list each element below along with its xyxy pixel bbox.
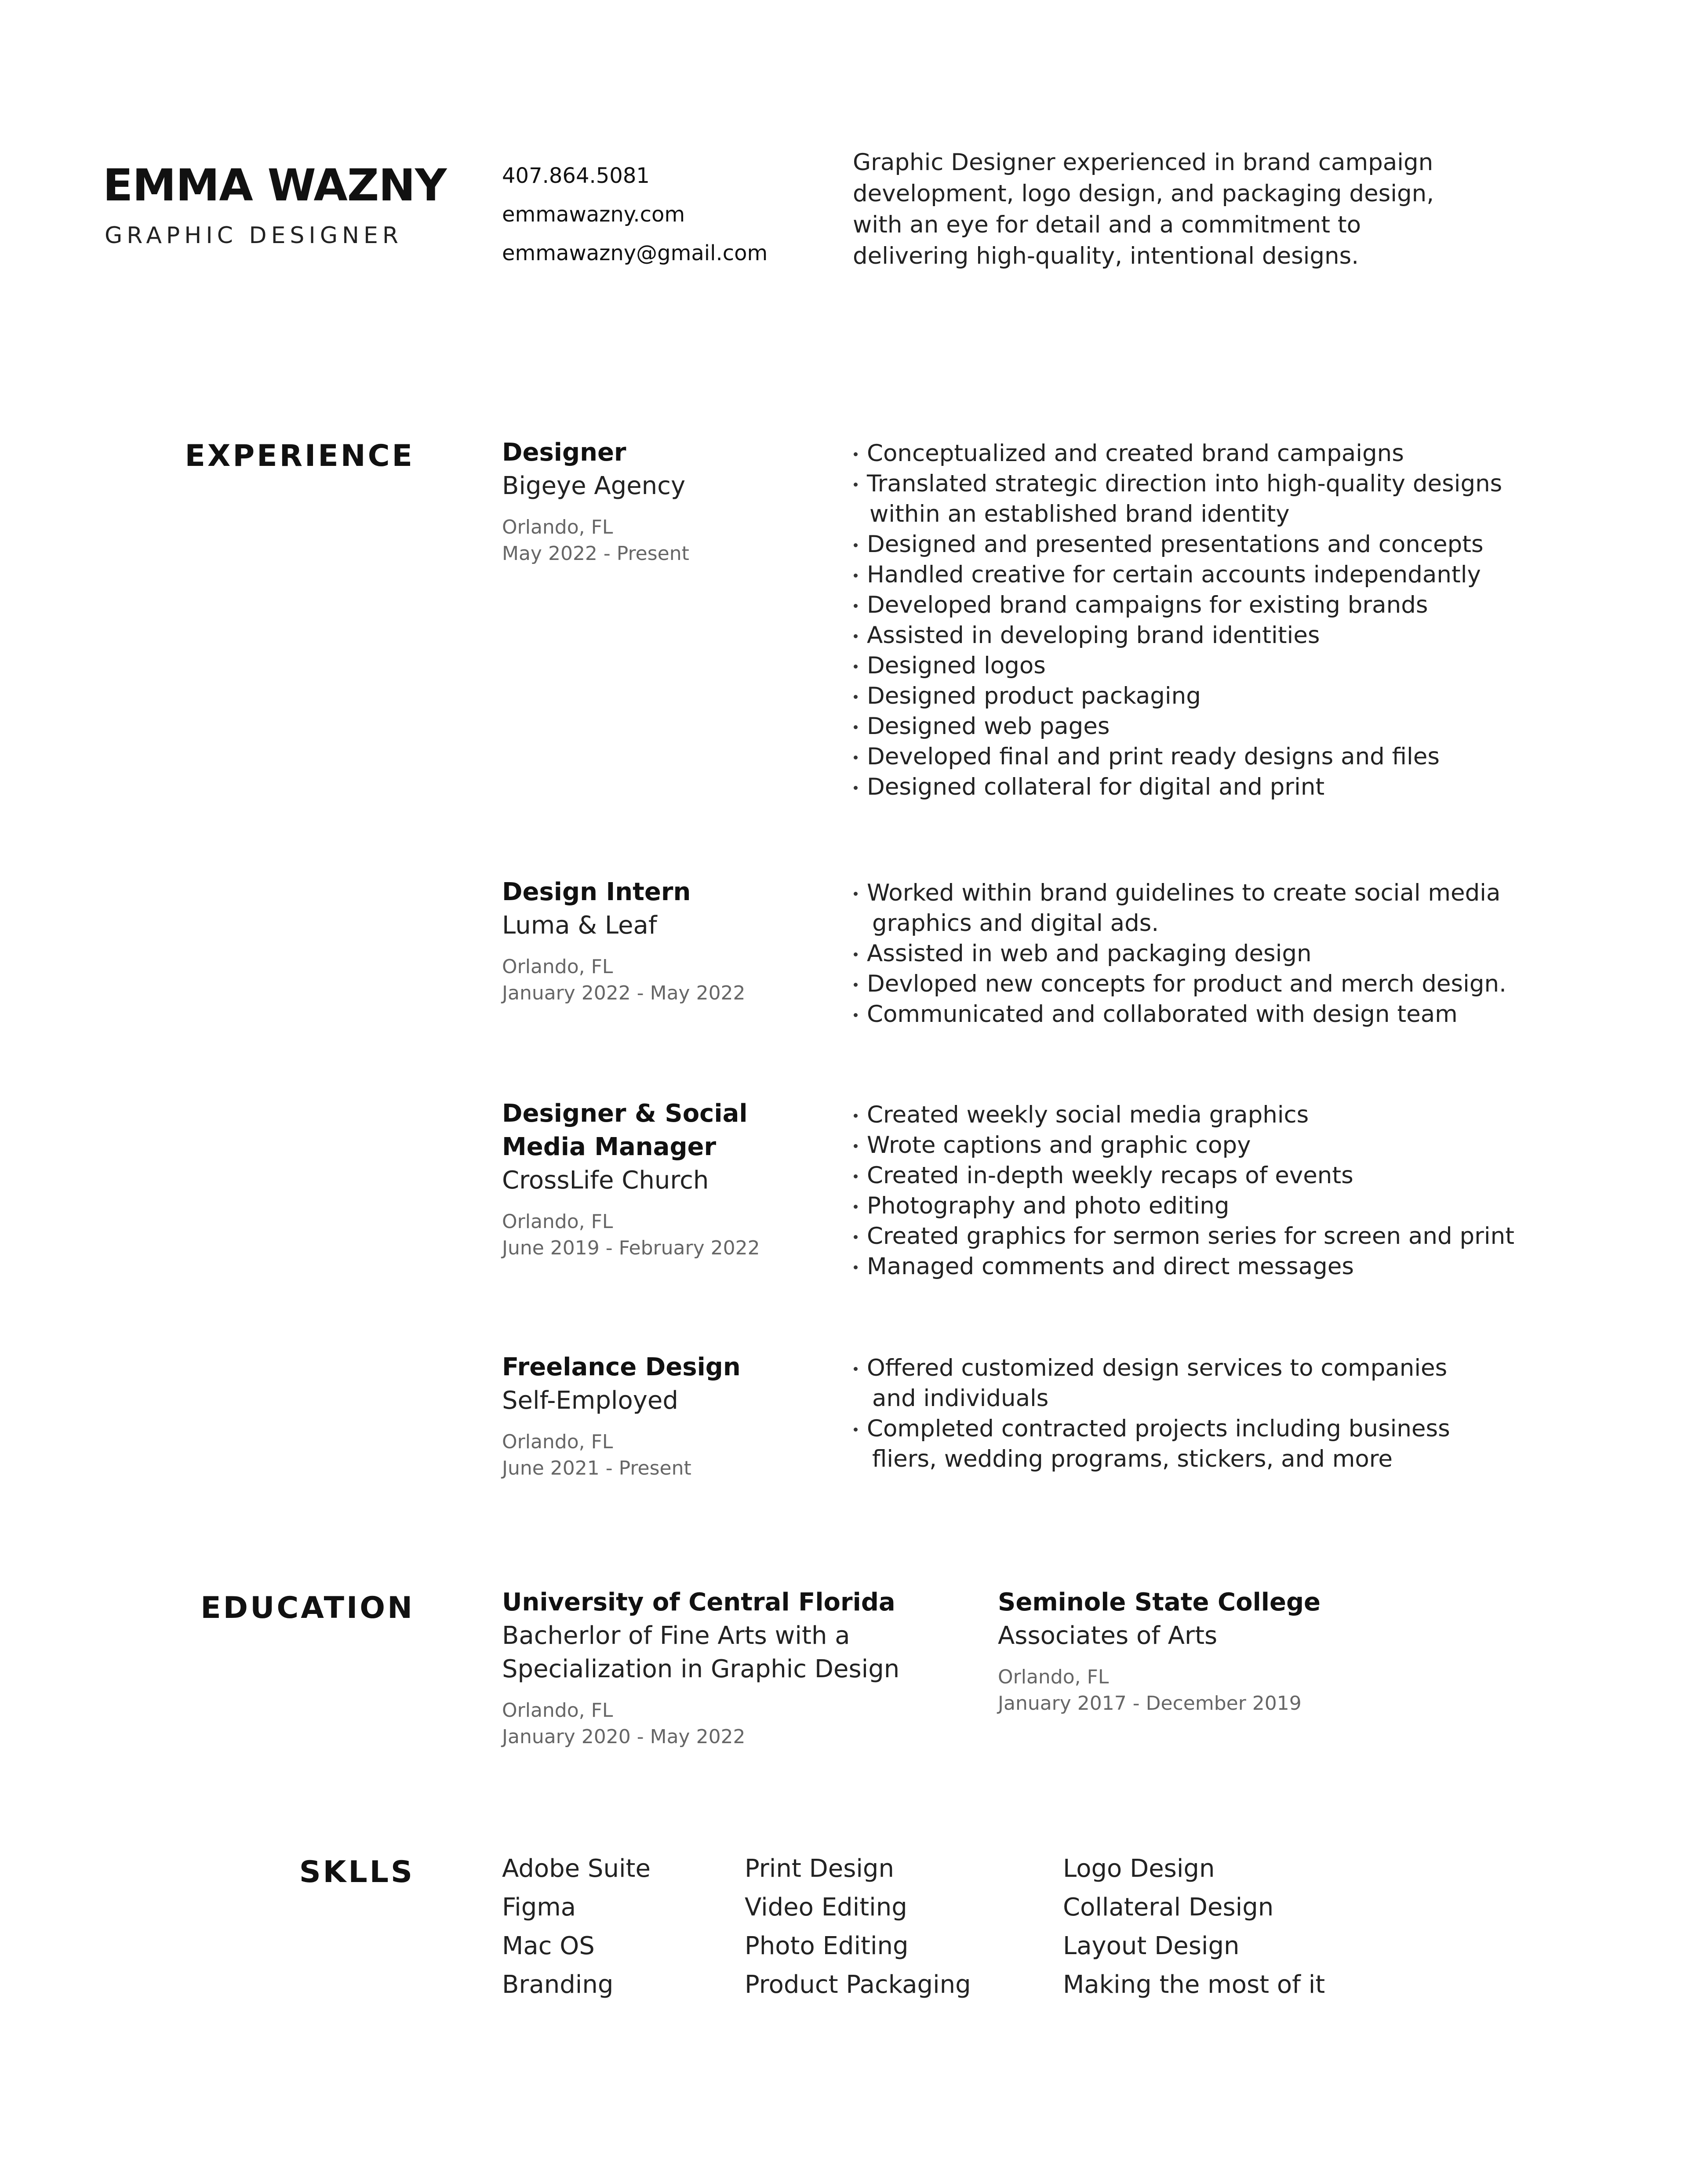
bullet-item: Conceptualized and created brand campaigns [852, 438, 1555, 469]
job-location: Orlando, FL [502, 516, 613, 538]
bullet-item: Offered customized design services to companies and individuals [852, 1353, 1555, 1414]
bullet-item: Wrote captions and graphic copy [852, 1130, 1555, 1160]
education-meta [502, 1697, 964, 1750]
skill-item: Video Editing [745, 1893, 907, 1922]
skill-item: Mac OS [502, 1932, 595, 1960]
job-dates: January 2022 - May 2022 [502, 982, 746, 1004]
job-meta [502, 1429, 836, 1482]
job-organization: CrossLife Church [502, 1166, 709, 1195]
education-dates: January 2020 - May 2022 [502, 1726, 746, 1748]
bullet-item: Designed collateral for digital and print [852, 772, 1555, 802]
job-organization: Self-Employed [502, 1386, 678, 1415]
skills-column-2 [745, 1850, 971, 2004]
job-dates: May 2022 - Present [502, 542, 689, 565]
summary-line: delivering high-quality, intentional designs. [853, 243, 1359, 269]
degree-line: Associates of Arts [998, 1621, 1218, 1650]
education-dates: January 2017 - December 2019 [998, 1692, 1302, 1715]
bullet-item: Assisted in developing brand identities [852, 620, 1555, 650]
job-location: Orlando, FL [502, 956, 613, 978]
bullet-item: Created weekly social media graphics [852, 1100, 1555, 1130]
bullet-item: Created graphics for sermon series for screen and print [852, 1221, 1555, 1251]
role-subtitle: GRAPHIC DESIGNER [105, 222, 403, 249]
job-title: Media Manager [502, 1133, 717, 1161]
skill-item: Layout Design [1063, 1932, 1240, 1960]
bullet-item: Communicated and collaborated with design team [852, 999, 1555, 1029]
job-details-bigeye [502, 436, 836, 567]
bullet-item: Translated strategic direction into high-quality designs within an established brand identity [852, 469, 1555, 529]
phone-number: 407.864.5081 [502, 164, 650, 188]
job-dates: June 2021 - Present [502, 1457, 691, 1479]
bullet-item: Created in-depth weekly recaps of events [852, 1160, 1555, 1191]
summary-line: development, logo design, and packaging design, [853, 180, 1434, 207]
skill-item: Branding [502, 1970, 614, 1999]
bullet-item: Designed logos [852, 650, 1555, 681]
job-meta [502, 514, 836, 567]
summary-line: Graphic Designer experienced in brand campaign [853, 149, 1433, 176]
job-location: Orlando, FL [502, 1431, 613, 1453]
education-location: Orlando, FL [502, 1699, 613, 1722]
bullet-item: Managed comments and direct messages [852, 1251, 1555, 1282]
bullet-item: Assisted in web and packaging design [852, 938, 1555, 969]
skill-item: Print Design [745, 1854, 894, 1883]
skill-item: Product Packaging [745, 1970, 971, 1999]
bullet-item: Developed final and print ready designs and files [852, 741, 1555, 772]
degree-line: Bacherlor of Fine Arts with a [502, 1621, 850, 1650]
skill-item: Logo Design [1063, 1854, 1215, 1883]
skill-item: Collateral Design [1063, 1893, 1274, 1922]
education-seminole [998, 1586, 1459, 1717]
education-heading: EDUCATION [200, 1591, 415, 1625]
school-name: Seminole State College [998, 1588, 1321, 1617]
education-meta [998, 1664, 1459, 1717]
skills-column-1 [502, 1850, 651, 2004]
job-dates: June 2019 - February 2022 [502, 1237, 760, 1259]
skill-item: Making the most of it [1063, 1970, 1325, 1999]
bullet-item: Devloped new concepts for product and merch design. [852, 969, 1555, 999]
bullet-item: Photography and photo editing [852, 1191, 1555, 1221]
bullet-item: Handled creative for certain accounts independantly [852, 560, 1555, 590]
bullet-item: Completed contracted projects including business fliers, wedding programs, stickers, and more [852, 1414, 1555, 1474]
job-details-crosslife [502, 1097, 836, 1261]
name-heading: EMMA WAZNY [103, 160, 447, 211]
job-bullets-crosslife [852, 1100, 1555, 1282]
education-ucf [502, 1586, 964, 1750]
school-name: University of Central Florida [502, 1588, 895, 1617]
bullet-item: Designed product packaging [852, 681, 1555, 711]
summary-line: with an eye for detail and a commitment to [853, 211, 1361, 238]
job-bullets-luma [852, 878, 1555, 1029]
job-bullets-freelance [852, 1353, 1555, 1474]
skill-item: Adobe Suite [502, 1854, 651, 1883]
education-location: Orlando, FL [998, 1666, 1109, 1688]
skills-column-3 [1063, 1850, 1325, 2004]
website-link[interactable]: emmawazny.com [502, 202, 685, 227]
job-title: Designer & Social [502, 1099, 748, 1128]
contact-block [502, 156, 768, 273]
skill-item: Figma [502, 1893, 576, 1922]
job-location: Orlando, FL [502, 1210, 613, 1233]
bullet-item: Designed web pages [852, 711, 1555, 741]
job-title: Freelance Design [502, 1353, 741, 1381]
job-organization: Luma & Leaf [502, 911, 657, 940]
summary-paragraph [853, 147, 1503, 272]
bullet-item: Designed and presented presentations and concepts [852, 529, 1555, 560]
job-details-freelance [502, 1351, 836, 1482]
skills-heading: SKLLS [299, 1855, 415, 1890]
job-details-luma [502, 876, 836, 1007]
skill-item: Photo Editing [745, 1932, 909, 1960]
bullet-item: Developed brand campaigns for existing brands [852, 590, 1555, 620]
job-title: Design Intern [502, 878, 691, 906]
experience-heading: EXPERIENCE [185, 439, 415, 473]
job-meta [502, 1209, 836, 1261]
job-organization: Bigeye Agency [502, 472, 686, 500]
job-meta [502, 954, 836, 1007]
degree-line: Specialization in Graphic Design [502, 1655, 900, 1683]
email-link[interactable]: emmawazny@gmail.com [502, 241, 768, 265]
job-bullets-bigeye [852, 438, 1555, 802]
bullet-item: Worked within brand guidelines to create social media graphics and digital ads. [852, 878, 1555, 938]
job-title: Designer [502, 438, 626, 467]
